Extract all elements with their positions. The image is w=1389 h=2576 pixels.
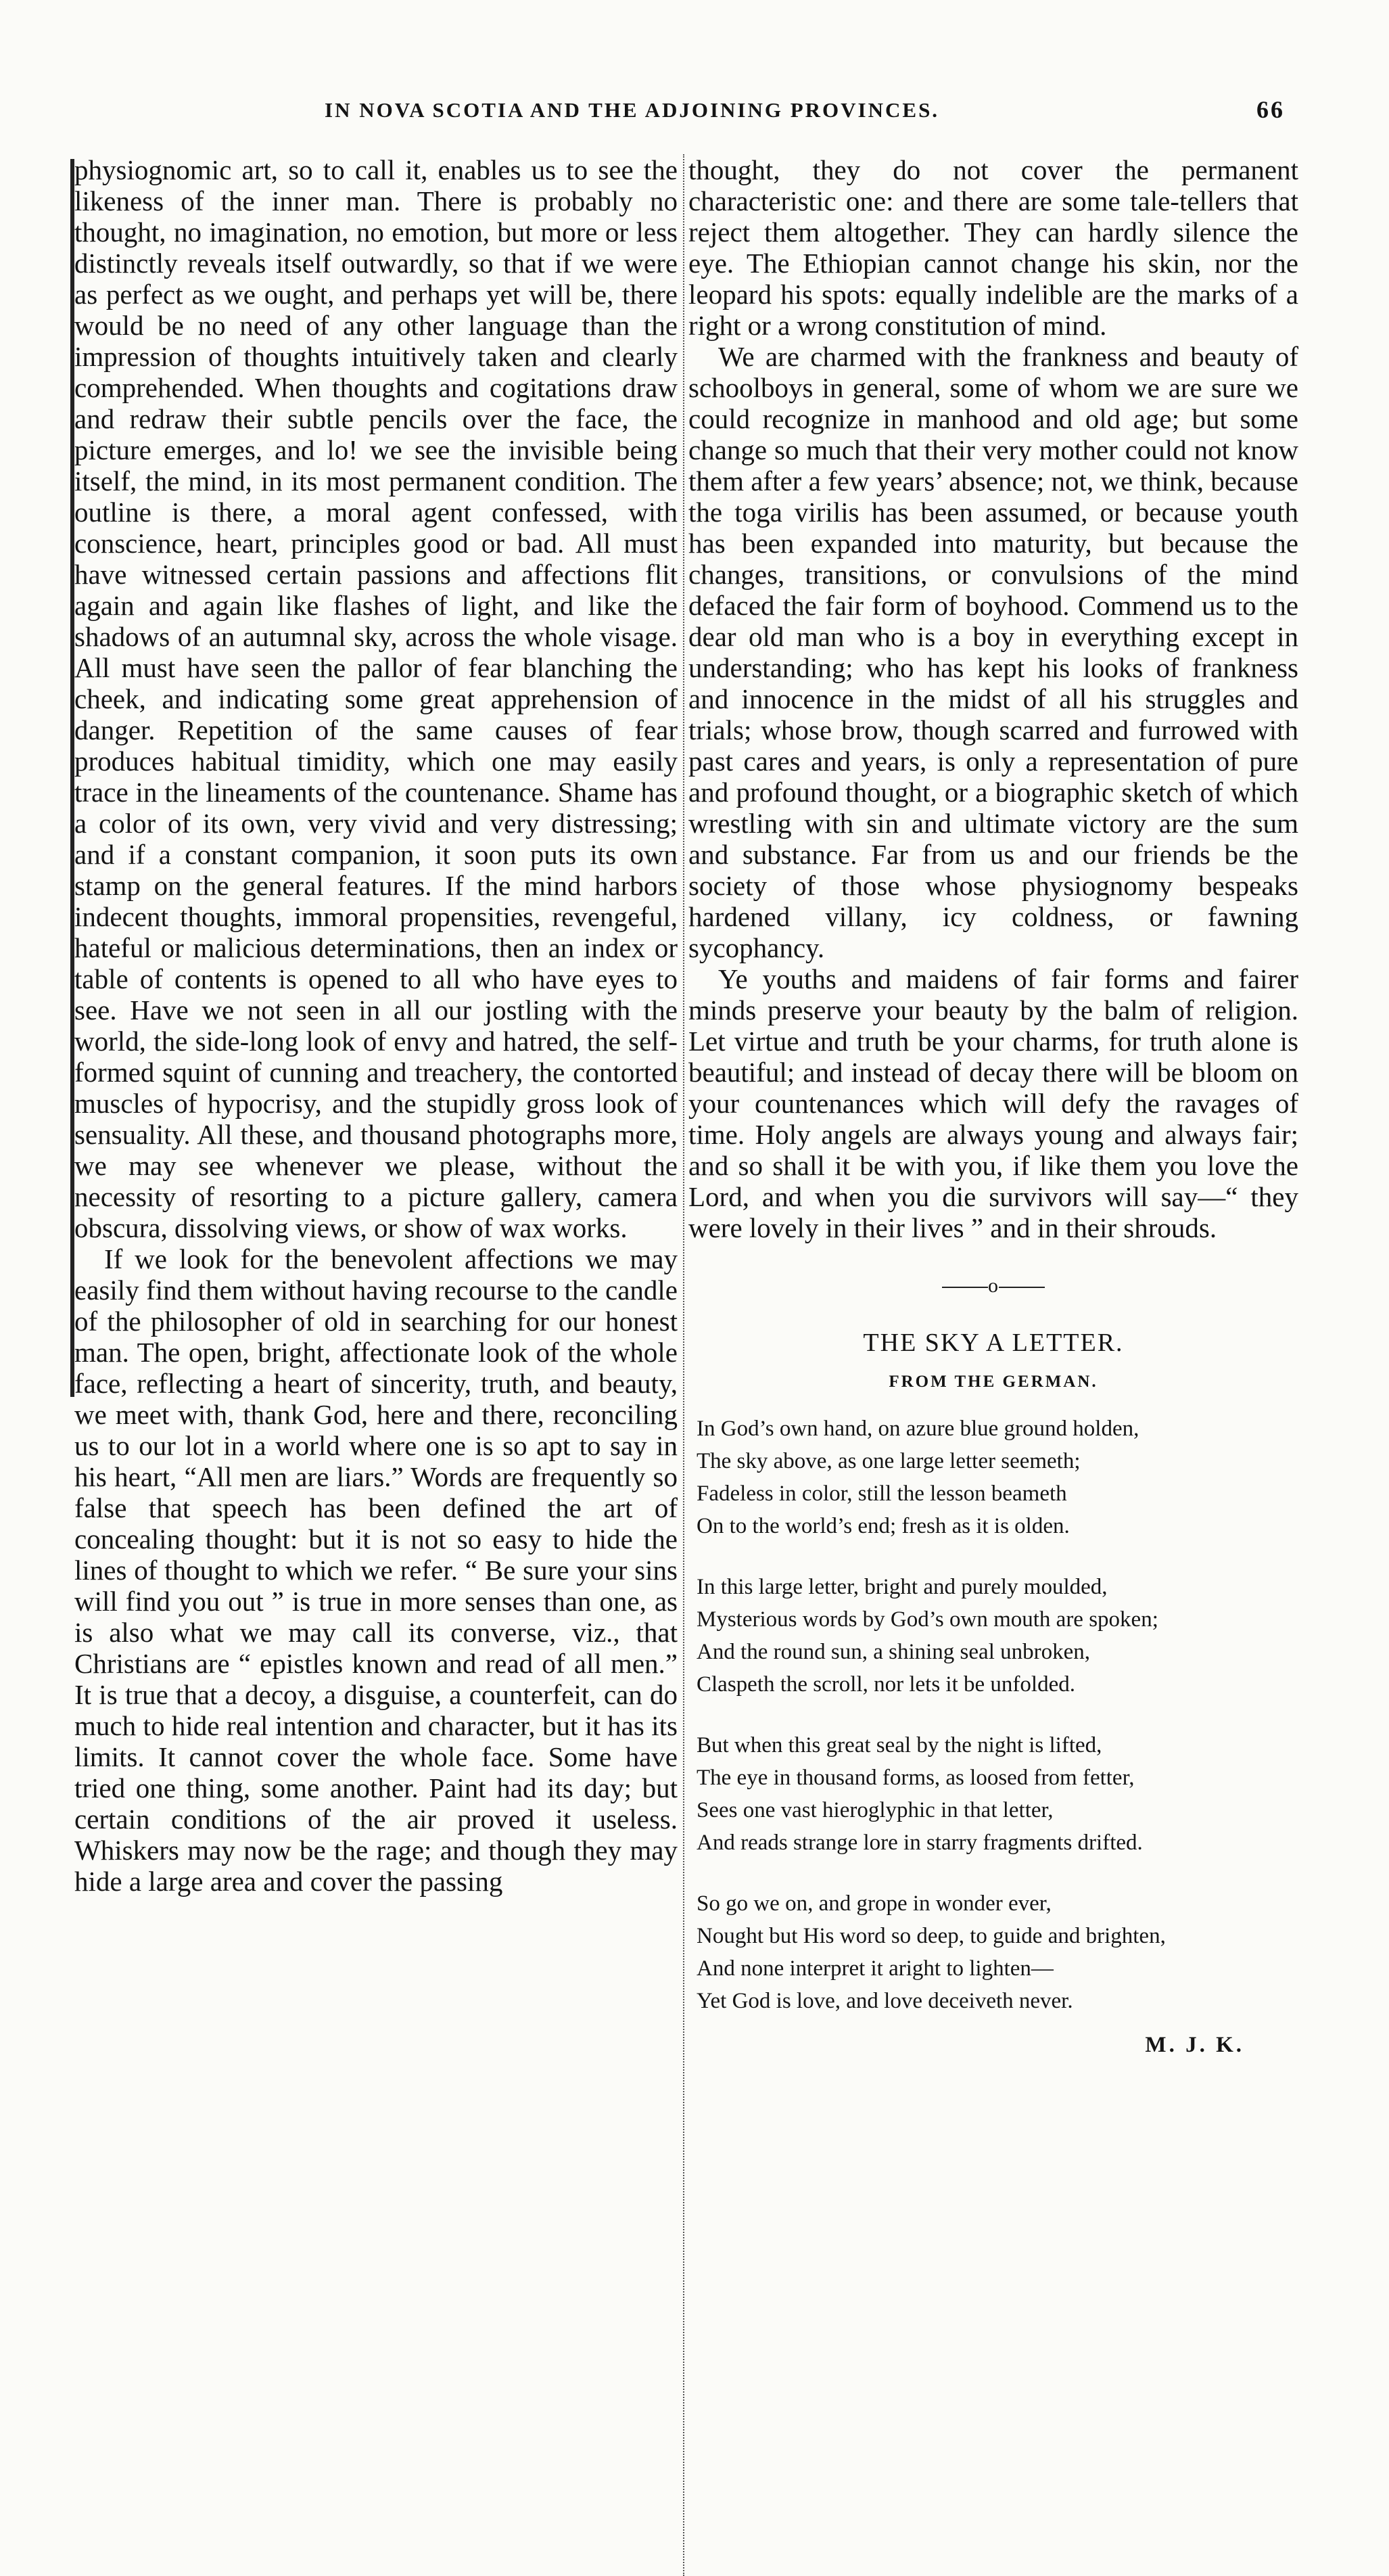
right-paragraph-3: Ye youths and maidens of fair forms and fairer minds preserve your beauty by the balm of religion. Let virtue and truth be your charms, for truth alone is beautiful; and instead of decay there will be bloom on your countenances which will defy the ravages of time. Holy angels are always young and always fair; and so shall it be with you, if like them you love the Lord, and when you die survivors will say—“ they were lovely in their lives ” and in their shrouds. [688,963,1298,1243]
separator-mark: o [988,1274,999,1297]
poem-stanza-3 [697,1729,1298,1859]
poem-line: In this large letter, bright and purely moulded, [697,1575,1108,1599]
left-column [74,154,678,1897]
right-paragraph-1: thought, they do not cover the permanent characteristic one: and there are some tale-tellers that reject them altogether. They can hardly silence the eye. The Ethiopian cannot change his skin, nor the leopard his spots: equally indelible are the marks of a right or a wrong constitution of mind. [688,154,1298,341]
poem-line: So go we on, and grope in wonder ever, [697,1891,1052,1916]
left-paragraph-2: If we look for the benevolent affections we may easily find them without having recourse to the candle of the philosopher of old in searching for our honest man. The open, bright, affectionate look of the whole face, reflecting a heart of sincerity, truth, and beauty, we meet with, thank God, here and there, reconciling us to our lot in a world where one is so apt to say in his heart, “All men are liars.” Words are frequently so false that speech has been defined the art of concealing thought: but it is not so easy to hide the lines of thought to which we refer. “ Be sure your sins will find you out ” is true in more senses than one, as is also what we may call its converse, viz., that Christians are “ epistles known and read of all men.” It is true that a decoy, a disguise, a counterfeit, can do much to hide real intention and character, but it has its limits. It cannot cover the whole face. Some have tried one thing, some another. Paint had its day; but certain conditions of the air proved it useless. Whiskers may now be the rage; and though they may hide a large area and cover the passing [74,1243,678,1897]
poem-stanza-1 [697,1412,1298,1542]
poem-line: In God’s own hand, on azure blue ground holden, [697,1417,1139,1441]
poem-line: And the round sun, a shining seal unbroken, [697,1640,1090,1664]
right-column [688,154,1298,2061]
poem-title: THE SKY A LETTER. [863,1329,1124,1357]
poem-line: And reads strange lore in starry fragments drifted. [697,1831,1143,1855]
right-paragraph-2: We are charmed with the frankness and beauty of schoolboys in general, some of whom we are sure we could recognize in manhood and old age; but some change so much that their very mother could not know them after a few years’ absence; not, we think, because the toga virilis has been assumed, or because youth has been expanded into maturity, but because the changes, transitions, or convulsions of the mind defaced the fair form of boyhood. Commend us to the dear old man who is a boy in everything except in understanding; who has kept his looks of frankness and innocence in the midst of all his struggles and trials; whose brow, though scarred and furrowed with past cares and years, is only a representation of pure and profound thought, or a biographic sketch of which wrestling with sin and ultimate victory are the sum and substance. Far from us and our friends be the society of those whose physiognomy bespeaks hardened villany, icy coldness, or fawning sycophancy. [688,341,1298,963]
poem-line: Yet God is love, and love deceiveth never. [697,1989,1073,2013]
separator-line-left [942,1287,988,1288]
column-divider [683,154,684,2576]
poem-subtitle: FROM THE GERMAN. [889,1373,1098,1391]
poem-stanza-4 [697,1887,1298,2017]
poem-line: The sky above, as one large letter seemeth; [697,1449,1081,1473]
poem-line: The eye in thousand forms, as loosed from fetter, [697,1766,1135,1790]
poem-line: Claspeth the scroll, nor lets it be unfolded. [697,1672,1075,1697]
poem-line: Sees one vast hieroglyphic in that letter, [697,1798,1054,1822]
separator-line-right [999,1287,1045,1288]
poem-line: Mysterious words by God’s own mouth are spoken; [697,1607,1158,1632]
poem-line: But when this great seal by the night is lifted, [697,1733,1102,1757]
poem-line: Fadeless in color, still the lesson beameth [697,1481,1067,1506]
left-paragraph-1: physiognomic art, so to call it, enables us to see the likeness of the inner man. There is probably no thought, no imagination, no emotion, but more or less distinctly reveals itself outwardly, so that if we were as perfect as we ought, and perhaps yet will be, there would be no need of any other language than the impression of thoughts intuitively taken and clearly comprehended. When thoughts and cogitations draw and redraw their subtle pencils over the face, the picture emerges, and lo! we see the invisible being itself, the mind, in its most permanent condition. The outline is there, a moral agent confessed, with conscience, heart, principles good or bad. All must have witnessed certain passions and affections flit again and again like flashes of light, and like the shadows of an autumnal sky, across the whole visage. All must have seen the pallor of fear blanching the cheek, and indicating some great apprehension of danger. Repetition of the same causes of fear produces habitual timidity, which one may easily trace in the lineaments of the countenance. Shame has a color of its own, very vivid and very distressing; and if a constant companion, it soon puts its own stamp on the general features. If the mind harbors indecent thoughts, immoral propensities, revengeful, hateful or malicious determinations, then an index or table of contents is opened to all who have eyes to see. Have we not seen in all our jostling with the world, the side-long look of envy and hatred, the self-formed squint of cunning and treachery, the contorted muscles of hypocrisy, and the stupidly gross look of sensuality. All these, and thousand photographs more, we may see whenever we please, without the necessity of resorting to a picture gallery, camera obscura, dissolving views, or show of wax works. [74,154,678,1243]
section-separator [688,1270,1298,1302]
page-number: 66 [1256,96,1285,123]
poem-line: On to the world’s end; fresh as it is olden. [697,1514,1070,1538]
poem-stanza-2 [697,1571,1298,1701]
running-title: IN NOVA SCOTIA AND THE ADJOINING PROVINCES. [325,98,940,122]
poem-line: Nought but His word so deep, to guide and brighten, [697,1924,1166,1948]
poem-line: And none interpret it aright to lighten— [697,1956,1054,1981]
poem-signature: M. J. K. [1145,2033,1244,2057]
